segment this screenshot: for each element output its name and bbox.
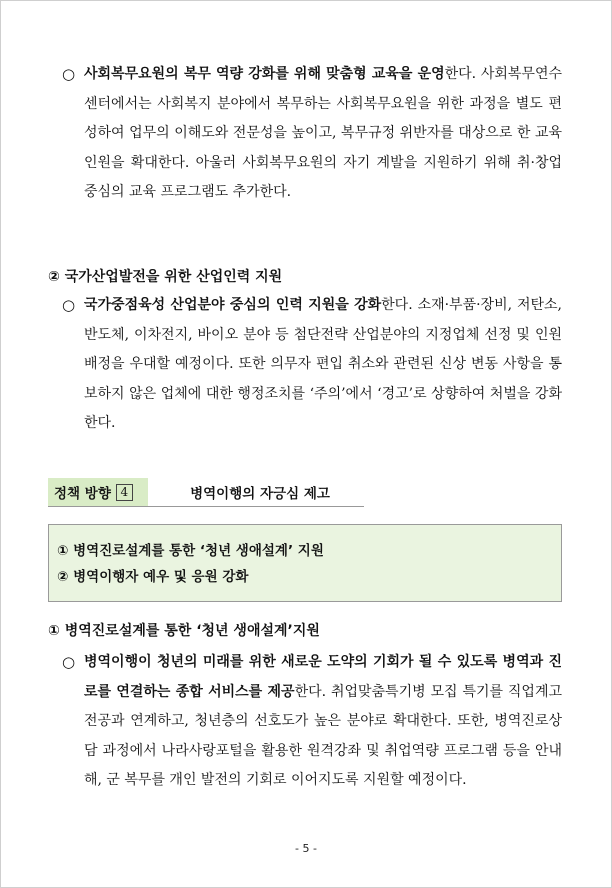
section1-bold-text: 사회복무요원의 복무 역량 강화를 위해 맞춤형 교육을 운영 bbox=[84, 66, 445, 82]
heading-industrial-support: ② 국가산업발전을 위한 산업인력 지원 bbox=[48, 269, 283, 285]
summary-item-2: ② 병역이행자 예우 및 응원 강화 bbox=[57, 569, 249, 585]
circle-bullet-icon: ○ bbox=[62, 296, 76, 314]
summary-box bbox=[48, 524, 562, 602]
policy-direction-tag bbox=[48, 478, 148, 506]
policy-direction-label: 정책 방향 bbox=[54, 486, 111, 502]
section2-paragraph bbox=[62, 291, 562, 439]
section2-text: 한다. 소재·부품·장비, 저탄소, 반도체, 이차전지, 바이오 분야 등 첨단전략 산업분야의 지정업체 선정 및 인원 배정을 우대할 예정이다. 또한 의무자 편입 취소와 관련된 신상 변동 사항을 통보하지 않은 업체에 대한 행정조치를 ‘주의’에서 ‘경고’로 상향하여 처벌을 강화한다. bbox=[84, 297, 562, 431]
circle-bullet-icon: ○ bbox=[62, 653, 76, 671]
section3-text: 한다. 취업맞춤특기병 모집 특기를 직업계고 전공과 연계하고, 청년층의 선호도가 높은 분야로 확대한다. 또한, 병역진로상담 과정에서 나라사랑포털을 활용한 원격강좌 및 취업역량 프로그램 등을 안내해, 군 복무를 개인 발전의 기회로 이어지도록 지원할 예정이다. bbox=[84, 683, 562, 788]
section1-paragraph bbox=[62, 60, 562, 208]
section2-bold-text: 국가중점육성 산업분야 중심의 인력 지원을 강화 bbox=[84, 297, 382, 313]
policy-direction-title: 병역이행의 자긍심 제고 bbox=[156, 478, 364, 506]
section1-text: 한다. 사회복무연수센터에서는 사회복지 분야에서 복무하는 사회복무요원을 위한 과정을 별도 편성하여 업무의 이해도와 전문성을 높이고, 복무규정 위반자를 대상으로 한 교육 인원을 확대한다. 아울러 사회복무요원의 자기 계발을 지원하기 위해 취·창업 중심의 교육 프로그램도 추가한다. bbox=[84, 66, 562, 200]
policy-direction-number: 4 bbox=[116, 484, 133, 501]
policy-direction-bar bbox=[48, 478, 364, 507]
heading-career-design: ① 병역진로설계를 통한 ‘청년 생애설계’지원 bbox=[48, 623, 320, 639]
page-number: - 5 - bbox=[295, 842, 317, 855]
circle-bullet-icon: ○ bbox=[62, 65, 76, 83]
section3-paragraph bbox=[62, 648, 562, 796]
section3-bold-text: 병역이행이 청년의 미래를 위한 새로운 도약의 기회가 될 수 있도록 병역과 진로를 연결하는 종합 서비스를 제공 bbox=[84, 654, 562, 700]
summary-item-1: ① 병역진로설계를 통한 ‘청년 생애설계’ 지원 bbox=[57, 543, 324, 559]
